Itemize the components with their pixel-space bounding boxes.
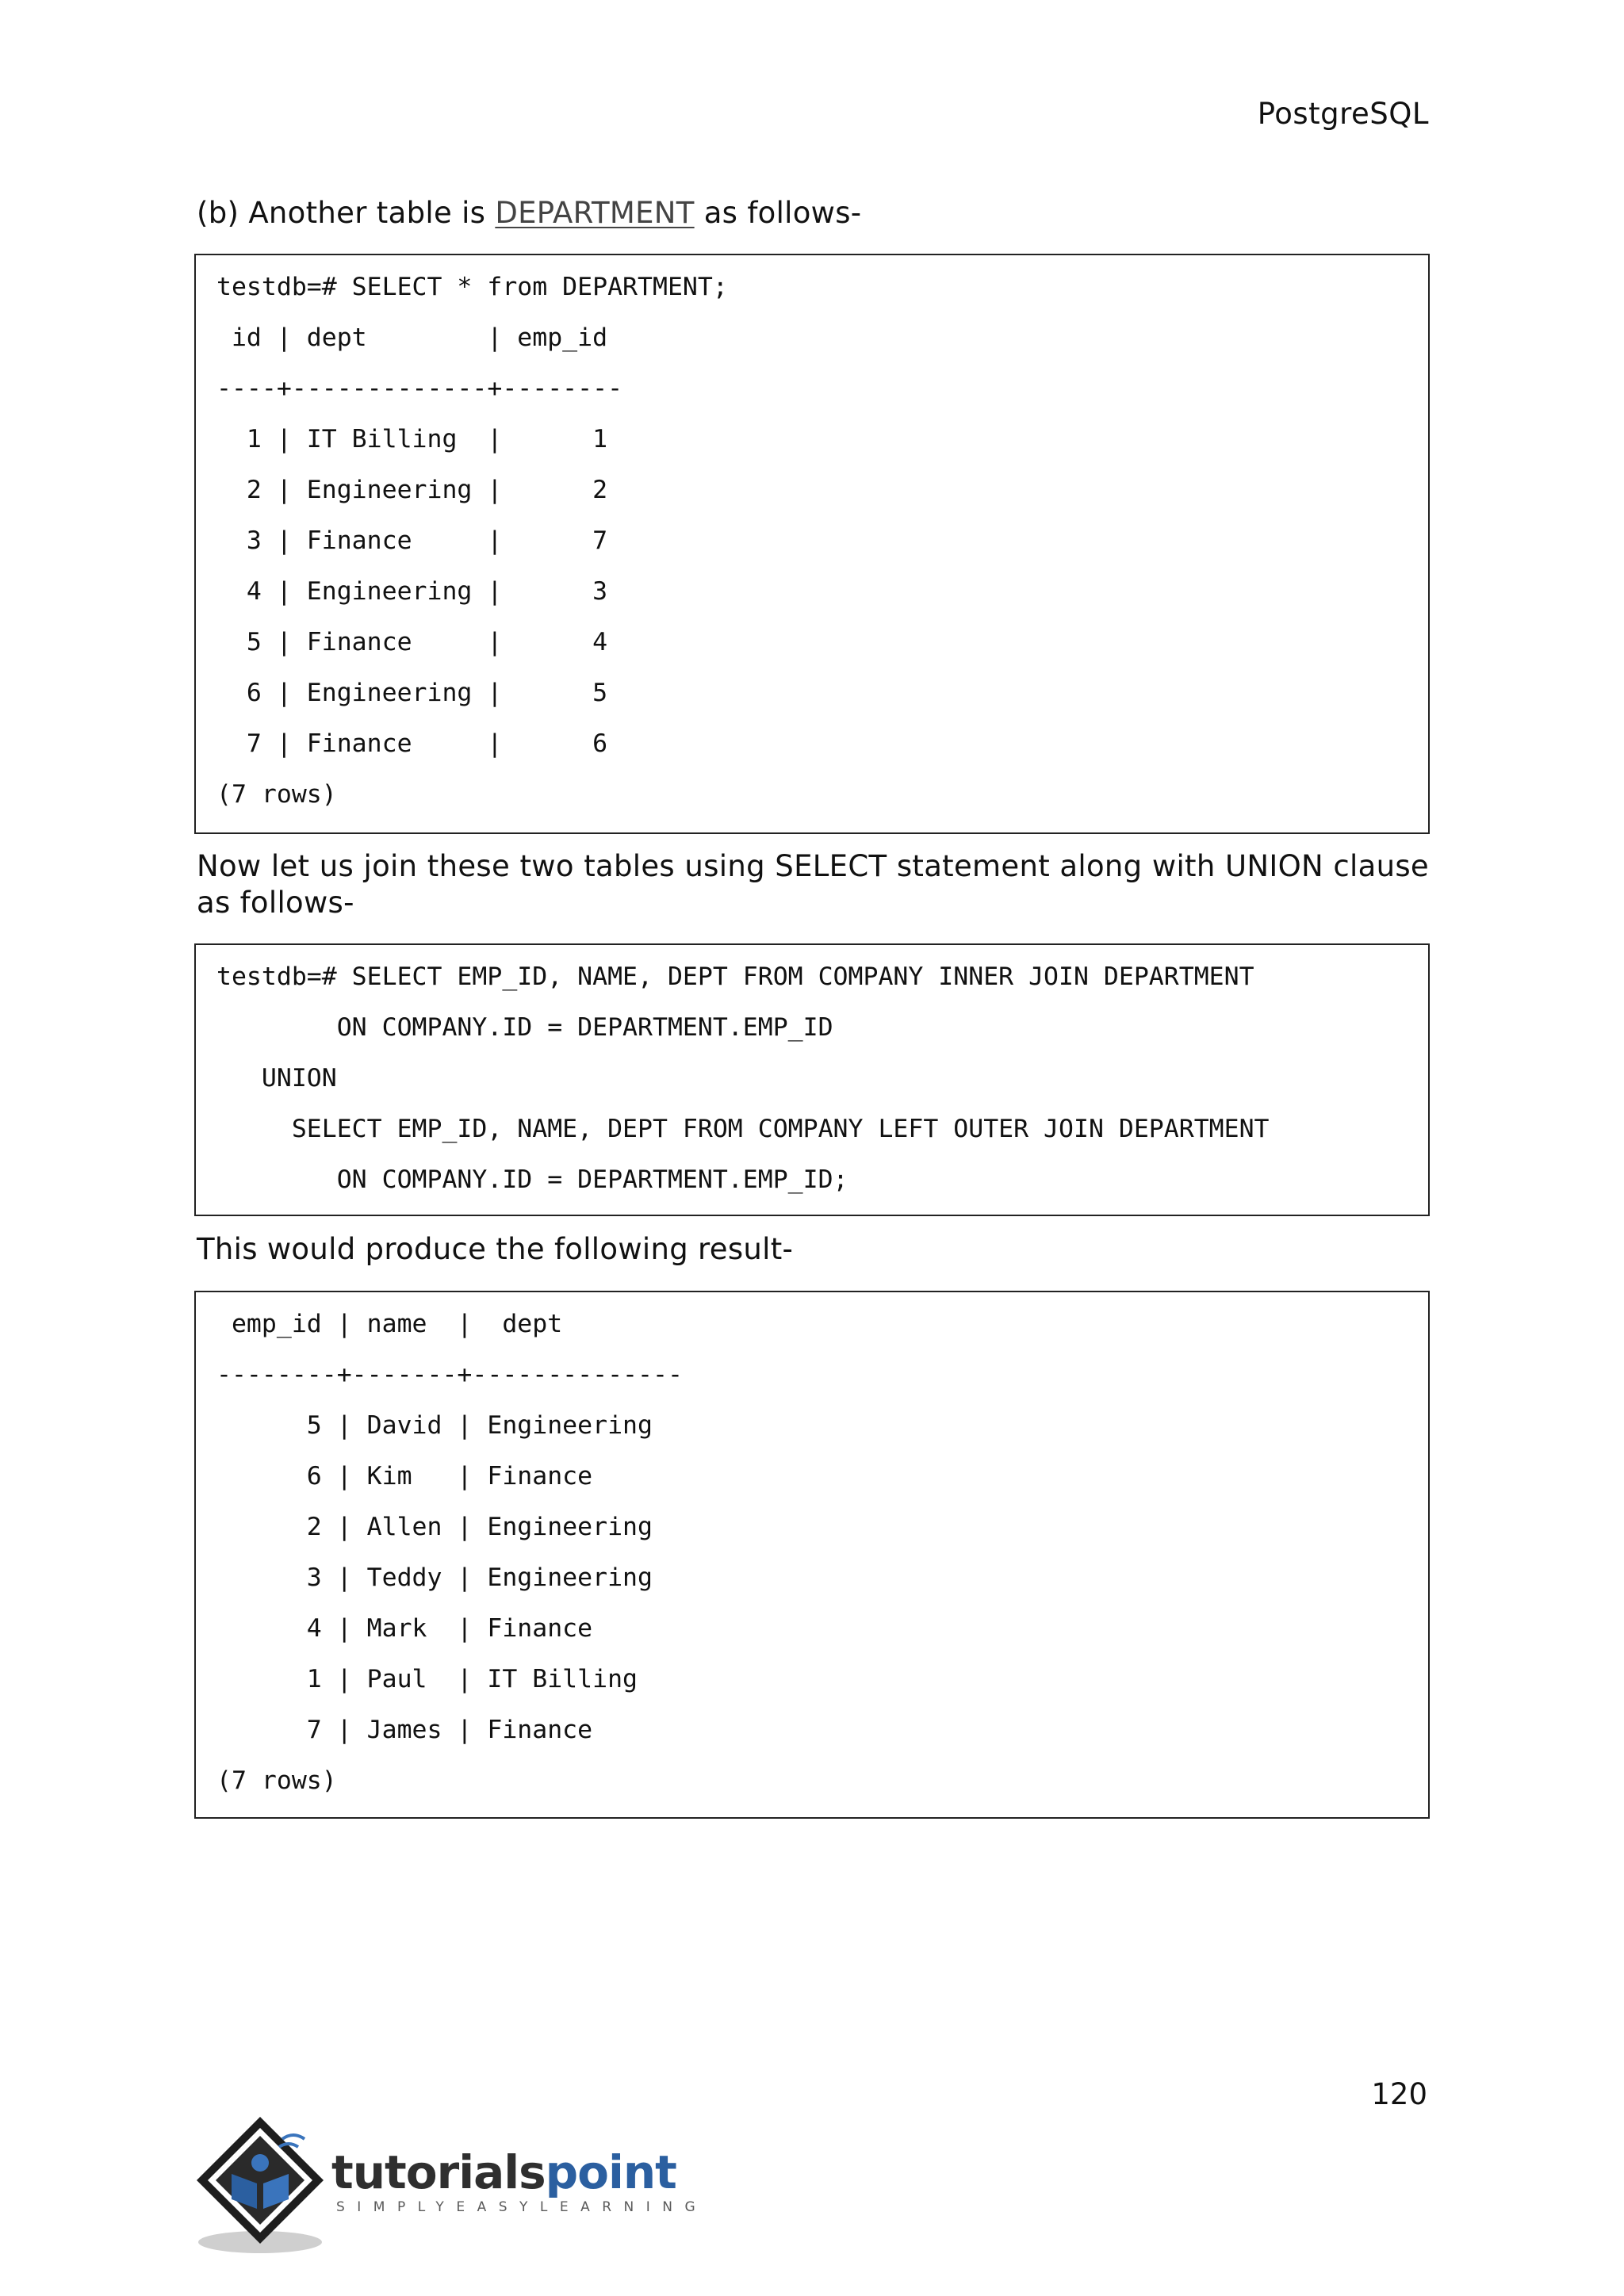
logo-word-accent: point [545, 2145, 676, 2199]
code-line: 5 | David | Engineering [216, 1411, 653, 1440]
logo-tagline: SIMPLYEASYLEARNING [336, 2199, 708, 2215]
code-line: 1 | Paul | IT Billing [216, 1665, 638, 1693]
result-paragraph: This would produce the following result- [197, 1232, 794, 1266]
code-line: 2 | Allen | Engineering [216, 1513, 653, 1541]
intro-paragraph [197, 195, 1429, 232]
code-line: testdb=# SELECT EMP_ID, NAME, DEPT FROM COMPANY INNER JOIN DEPARTMENT [216, 962, 1254, 991]
code-line: 6 | Kim | Finance [216, 1462, 593, 1490]
code-line: 4 | Engineering | 3 [216, 577, 608, 606]
code-line: ----+-------------+-------- [216, 374, 623, 403]
tutorialspoint-logo [190, 2101, 708, 2260]
join-paragraph: Now let us join these two tables using SELECT statement along with UNION clause as follows- [197, 849, 1429, 920]
code-line: 4 | Mark | Finance [216, 1614, 593, 1643]
code-line: 6 | Engineering | 5 [216, 679, 608, 707]
code-line: --------+-------+-------------- [216, 1360, 683, 1389]
logo-emblem-icon [190, 2101, 349, 2260]
result-output-block [194, 1291, 1430, 1819]
code-line: 5 | Finance | 4 [216, 628, 608, 656]
code-line: ON COMPANY.ID = DEPARTMENT.EMP_ID; [216, 1165, 848, 1194]
code-line: id | dept | emp_id [216, 323, 608, 352]
code-line: (7 rows) [216, 780, 337, 809]
code-line: SELECT EMP_ID, NAME, DEPT FROM COMPANY LEFT OUTER JOIN DEPARTMENT [216, 1115, 1270, 1143]
logo-wordmark [331, 2145, 676, 2199]
code-line: emp_id | name | dept [216, 1310, 563, 1338]
code-line: (7 rows) [216, 1766, 337, 1795]
department-output-block [194, 254, 1430, 834]
page-number: 120 [1371, 2077, 1427, 2111]
code-line: 1 | IT Billing | 1 [216, 425, 608, 453]
intro-suffix: as follows- [694, 196, 862, 230]
code-line: 3 | Finance | 7 [216, 526, 608, 555]
logo-word-main: tutorials [331, 2145, 546, 2199]
union-query-block [194, 943, 1430, 1216]
code-line: 2 | Engineering | 2 [216, 476, 608, 504]
intro-prefix: (b) Another table is [197, 196, 496, 230]
department-link[interactable]: DEPARTMENT [495, 196, 695, 230]
code-line: 7 | Finance | 6 [216, 729, 608, 758]
code-line: UNION [216, 1064, 337, 1093]
code-line: 3 | Teddy | Engineering [216, 1563, 653, 1592]
running-header: PostgreSQL [1257, 97, 1429, 131]
code-line: ON COMPANY.ID = DEPARTMENT.EMP_ID [216, 1013, 833, 1042]
code-line: testdb=# SELECT * from DEPARTMENT; [216, 273, 728, 301]
code-line: 7 | James | Finance [216, 1716, 593, 1744]
